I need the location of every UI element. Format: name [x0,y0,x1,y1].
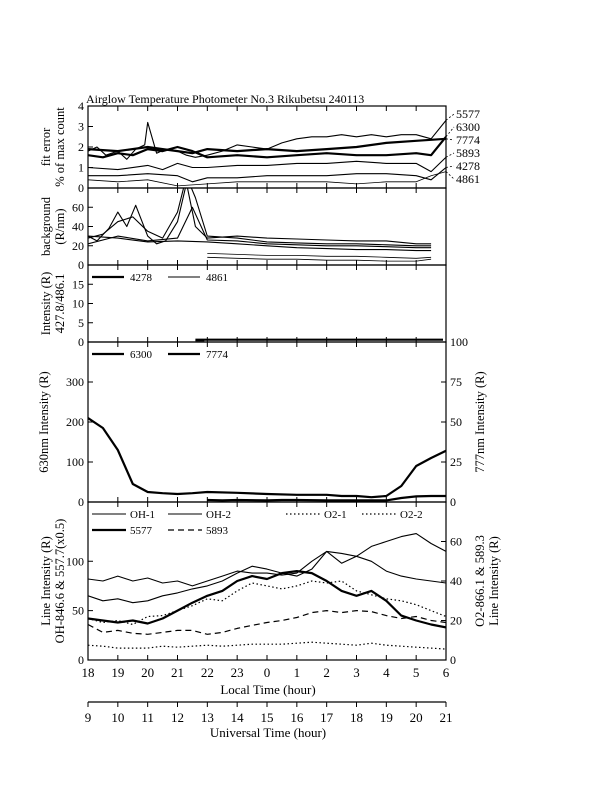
local-time-tick-label: 2 [323,665,330,680]
y-axis-label: Line Intensity (R) [39,536,53,626]
y-tick-label: 0 [78,258,84,272]
series-end-label: 5577 [456,107,480,121]
y-tick-label: 0 [78,335,84,349]
leader-line [446,139,454,140]
y-axis-label: Intensity (R) [39,271,53,336]
series-line-5893 [88,157,446,171]
local-time-tick-label: 6 [442,665,450,680]
series-line-series-5 [207,253,431,258]
universal-time-label: Universal Time (hour) [209,725,327,740]
y-tick-right-label: 25 [450,455,462,469]
series-end-label: 5893 [456,146,480,160]
local-time-tick-label: 3 [353,665,360,680]
legend-label: OH-2 [206,509,232,521]
y-axis-label: 630nm Intensity (R) [37,371,51,473]
universal-time-tick-label: 9 [84,710,92,725]
series-line-O2-1 [88,581,446,625]
y-tick-right-label: 20 [450,613,462,628]
leader-line [446,114,454,120]
y-tick-label: 2 [78,140,84,154]
y-axis-label: % of max count [53,107,67,187]
local-time-tick-label: 4 [383,665,390,680]
panel-5 [39,502,501,667]
local-time-tick-label: 20 [141,665,155,680]
universal-time-tick-label: 14 [230,710,244,725]
universal-time-tick-label: 16 [290,710,304,725]
leader-line [446,127,454,137]
y-tick-label: 0 [78,181,84,195]
y-tick-right-label: 40 [450,574,462,588]
universal-time-tick-label: 19 [379,710,393,725]
local-time-tick-label: 1 [293,665,301,680]
universal-time-tick-label: 18 [350,710,363,725]
universal-time-tick-label: 10 [111,710,125,725]
legend-label: 7774 [206,349,228,361]
y-tick-label: 3 [78,119,84,134]
legend-label: 5577 [130,525,152,537]
universal-time-tick-label: 17 [320,710,334,725]
y-axis-label: (R/nm) [53,208,67,245]
leader-line [446,166,454,168]
universal-time-ticks [85,702,453,725]
y-tick-right-label: 0 [450,653,456,667]
legend-label: OH-1 [130,509,156,521]
y-tick-label: 1 [78,160,84,175]
y-tick-label: 100 [66,554,84,569]
series-end-label: 4278 [456,159,480,173]
universal-time-tick-label: 13 [200,710,214,725]
series-line-series-2 [88,176,431,245]
y-tick-label: 300 [66,375,84,389]
legend-label: O2-1 [324,509,347,521]
universal-time-axis [85,702,453,740]
local-time-tick-label: 23 [230,665,244,680]
y-tick-label: 20 [72,238,84,253]
y-tick-label: 0 [78,653,84,667]
leader-line [446,153,454,157]
local-time-label: Local Time (hour) [220,682,316,697]
y-axis-right-label: 777nm Intensity (R) [473,371,487,473]
local-time-tick-label: 22 [200,665,214,680]
panel-2 [39,176,446,272]
series-line-6300 [88,418,446,497]
local-time-tick-label: 19 [111,665,125,680]
y-tick-right-label: 75 [450,375,462,389]
series-line-4278 [88,168,446,182]
figure-title: Airglow Temperature Photometer No.3 Rikubetsu 240113 [86,92,365,106]
y-tick-right-label: 60 [450,534,462,549]
panel-3 [39,265,446,349]
universal-time-tick-label: 12 [171,710,184,725]
universal-time-tick-label: 21 [439,710,453,725]
y-tick-right-label: 100 [450,335,468,349]
y-tick-label: 200 [66,415,84,429]
y-tick-right-label: 50 [450,415,462,429]
y-axis-label: OH-846.6 & 557.7(x0.5) [53,518,67,644]
series-line-OH-1 [88,534,446,603]
universal-time-tick-label: 20 [409,710,423,725]
panel-4 [37,335,487,509]
y-tick-right-label: 0 [450,495,456,509]
series-line-O2-2 [88,642,446,649]
series-end-label: 6300 [456,120,480,134]
y-axis-label: 427.8/486.1 [53,273,67,334]
series-line-series-1 [88,183,431,244]
legend-label: O2-2 [400,509,423,521]
series-end-label: 7774 [456,133,480,147]
y-tick-label: 15 [72,277,84,292]
y-tick-label: 5 [78,315,84,330]
series-line-series-3 [88,207,431,247]
y-tick-label: 100 [66,455,84,469]
local-time-tick-label: 0 [263,665,271,680]
panels [37,99,501,667]
series-line-5577 [88,120,446,159]
leader-line [446,172,454,179]
legend-label: 5893 [206,525,228,537]
y-axis-label: fit error [39,127,53,167]
local-time-tick-label: 21 [171,665,184,680]
y-tick-label: 4 [78,99,84,113]
local-time-tick-label: 18 [81,665,95,680]
local-time-ticks [82,665,450,680]
y-tick-label: 50 [72,603,84,618]
panel-frame [88,342,446,502]
y-axis-right-label: Line Intensity (R) [487,536,501,626]
local-time-tick-label: 5 [412,665,420,680]
panel-frame [88,188,446,265]
legend-label: 6300 [130,349,152,361]
y-tick-label: 40 [72,219,84,234]
universal-time-tick-label: 15 [260,710,274,725]
panel-1 [39,99,480,195]
series-end-label: 4861 [456,172,480,186]
y-tick-label: 10 [72,296,84,311]
legend-label: 4278 [130,272,152,284]
y-tick-label: 0 [78,495,84,509]
y-axis-label: background [39,196,53,257]
local-time-axis [82,665,450,697]
y-tick-label: 60 [72,200,84,215]
universal-time-tick-label: 11 [141,710,154,725]
y-axis-right-label: O2-866.1 & 589.3 [473,535,487,627]
legend-label: 4861 [206,272,228,284]
